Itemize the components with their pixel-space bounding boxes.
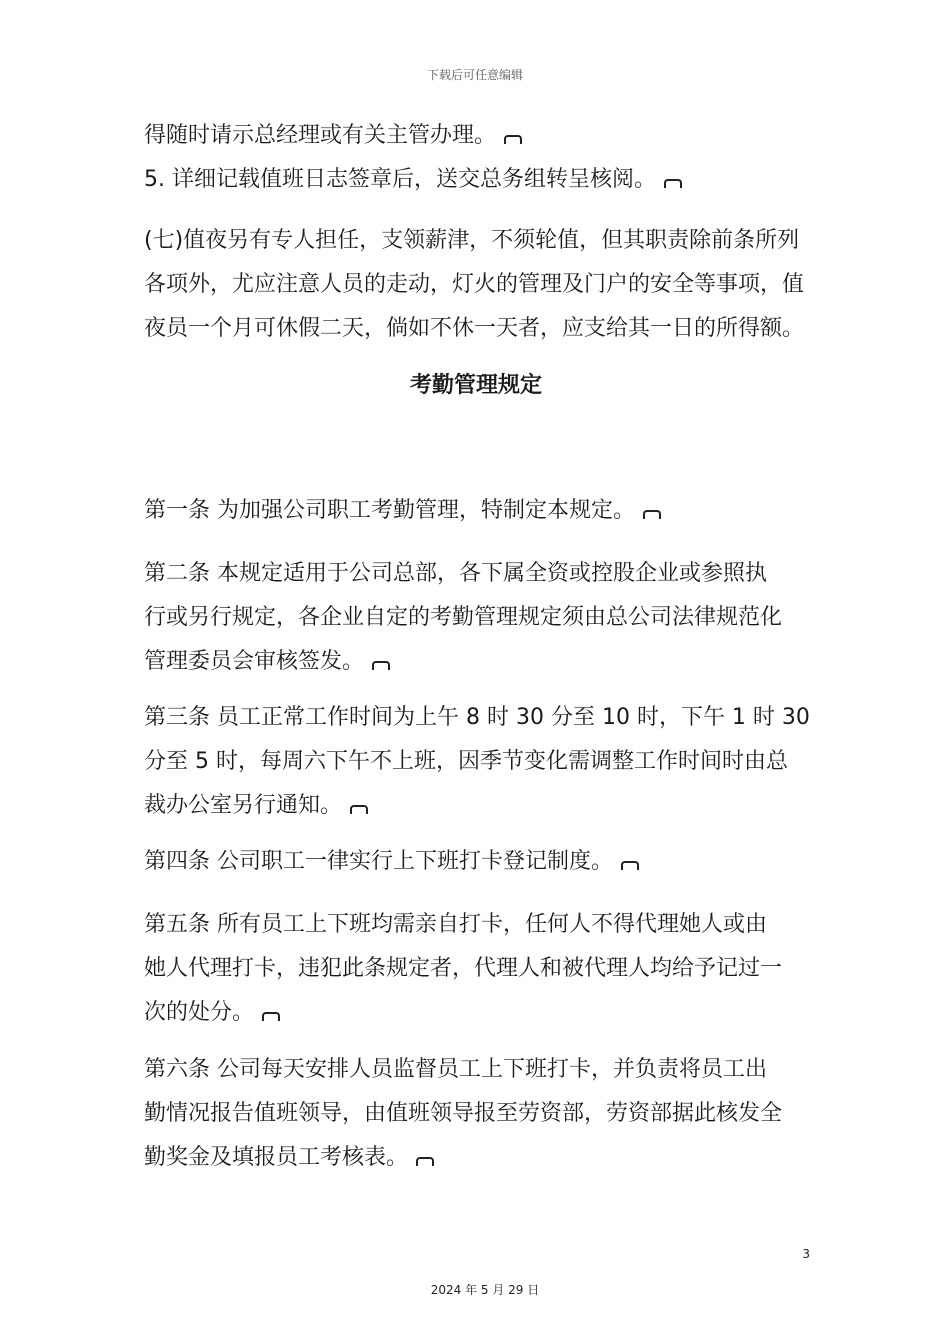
text-line: 第四条 公司职工一律实行上下班打卡登记制度。 bbox=[144, 849, 613, 874]
text-line: 分至 5 时，每周六下午不上班，因季节变化需调整工作时间时由总 bbox=[144, 749, 788, 774]
text-line: 得随时请示总经理或有关主管办理。 bbox=[144, 123, 497, 148]
text-line: 她人代理打卡，违犯此条规定者，代理人和被代理人均给予记过一 bbox=[144, 956, 783, 981]
paragraph-mark-icon bbox=[262, 1012, 280, 1021]
text-line: 次的处分。 bbox=[144, 1000, 255, 1025]
paragraph-mark-icon bbox=[621, 861, 639, 870]
text-line: (七)值夜另有专人担任，支领薪津，不须轮值，但其职责除前条所列 bbox=[144, 228, 800, 253]
paragraph-mark-icon bbox=[504, 135, 522, 144]
text-line: 管理委员会审核签发。 bbox=[144, 649, 365, 674]
paragraph-mark-icon bbox=[664, 179, 682, 188]
text-line: 勤情况报告值班领导，由值班领导报至劳资部，劳资部据此核发全 bbox=[144, 1101, 783, 1126]
section-title: 考勤管理规定 bbox=[409, 373, 542, 398]
text-line: 夜员一个月可休假二天，倘如不休一天者，应支给其一日的所得额。 bbox=[144, 316, 805, 341]
text-line: 各项外，尤应注意人员的走动，灯火的管理及门户的安全等事项，值 bbox=[144, 272, 805, 297]
paragraph-item-5 bbox=[144, 158, 808, 202]
text-line: 第三条 员工正常工作时间为上午 8 时 30 分至 10 时，下午 1 时 30 bbox=[144, 705, 810, 730]
page-number: 3 bbox=[802, 1247, 810, 1261]
article-1 bbox=[144, 489, 808, 533]
article-2 bbox=[144, 552, 808, 684]
article-3 bbox=[144, 696, 808, 828]
text-line: 裁办公室另行通知。 bbox=[144, 793, 343, 818]
paragraph-item-7 bbox=[144, 219, 808, 351]
paragraph-mark-icon bbox=[643, 510, 661, 519]
paragraph-continuation bbox=[144, 114, 808, 158]
article-4 bbox=[144, 840, 808, 884]
article-6 bbox=[144, 1048, 808, 1180]
text-line: 第六条 公司每天安排人员监督员工上下班打卡，并负责将员工出 bbox=[144, 1057, 767, 1082]
text-line: 第五条 所有员工上下班均需亲自打卡，任何人不得代理她人或由 bbox=[144, 912, 767, 937]
text-line: 第二条 本规定适用于公司总部，各下属全资或控股企业或参照执 bbox=[144, 561, 767, 586]
text-line: 5. 详细记载值班日志签章后，送交总务组转呈核阅。 bbox=[144, 167, 656, 192]
text-line: 勤奖金及填报员工考核表。 bbox=[144, 1145, 409, 1170]
article-5 bbox=[144, 903, 808, 1035]
text-line: 第一条 为加强公司职工考勤管理，特制定本规定。 bbox=[144, 498, 635, 523]
header-note: 下载后可任意编辑 bbox=[426, 68, 523, 82]
paragraph-mark-icon bbox=[350, 805, 368, 814]
paragraph-mark-icon bbox=[416, 1157, 434, 1166]
paragraph-mark-icon bbox=[372, 661, 390, 670]
footer-date: 2024 年 5 月 29 日 bbox=[430, 1283, 540, 1297]
text-line: 行或另行规定，各企业自定的考勤管理规定须由总公司法律规范化 bbox=[144, 605, 783, 630]
